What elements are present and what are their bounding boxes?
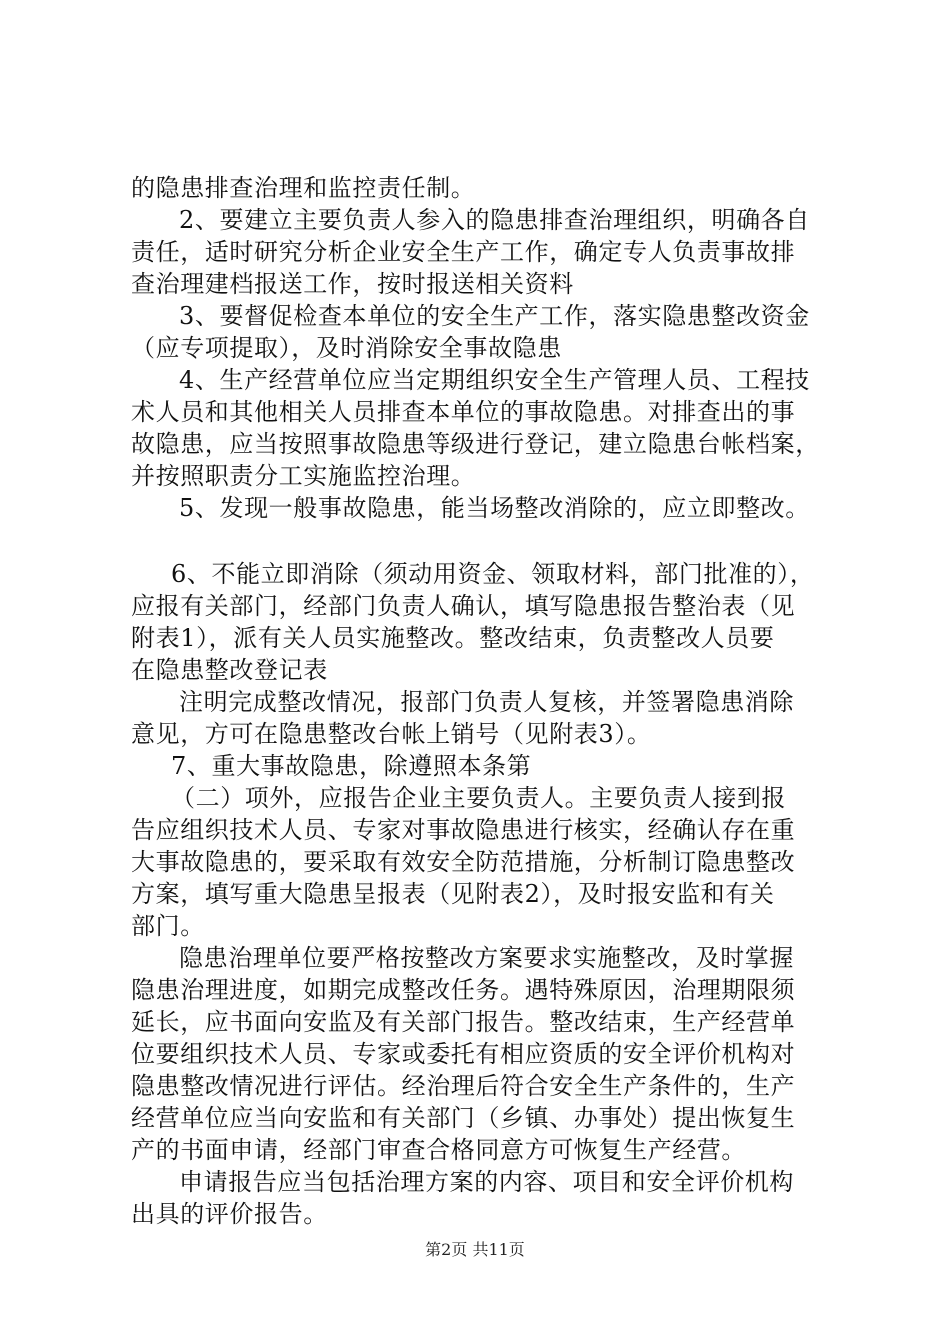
text-line: 申请报告应当包括治理方案的内容、项目和安全评价机构 [179, 1168, 794, 1196]
text-line: 7、重大事故隐患，除遵照本条第 [171, 752, 532, 780]
text-line: 并按照职责分工实施监控治理。 [131, 462, 476, 490]
text-line: 产的书面申请，经部门审查合格同意方可恢复生产经营。 [131, 1136, 746, 1164]
text-line: 部门。 [131, 912, 205, 940]
text-line: 附表1），派有关人员实施整改。整改结束，负责整改人员要 [131, 624, 775, 652]
blank-line [131, 524, 831, 558]
text-line: 的隐患排查治理和监控责任制。 [131, 174, 476, 202]
text-line: 在隐患整改登记表 [131, 656, 328, 684]
text-line: 应报有关部门，经部门负责人确认，填写隐患报告整治表（见 [131, 592, 796, 620]
text-line: 隐患整改情况进行评估。经治理后符合安全生产条件的，生产 [131, 1072, 796, 1100]
document-body [131, 172, 831, 1230]
text-line: 查治理建档报送工作，按时报送相关资料 [131, 270, 574, 298]
text-line: 告应组织技术人员、专家对事故隐患进行核实，经确认存在重 [131, 816, 796, 844]
text-line: 出具的评价报告。 [131, 1200, 328, 1228]
text-line: 4、生产经营单位应当定期组织安全生产管理人员、工程技 [179, 366, 810, 394]
text-line: 3、要督促检查本单位的安全生产工作，落实隐患整改资金 [179, 302, 810, 330]
text-line: 隐患治理进度，如期完成整改任务。遇特殊原因，治理期限须 [131, 976, 796, 1004]
text-line: 延长，应书面向安监及有关部门报告。整改结束，生产经营单 [131, 1008, 796, 1036]
text-line: 6、不能立即消除（须动用资金、领取材料，部门批准的）， [171, 560, 815, 588]
text-line: 术人员和其他相关人员排查本单位的事故隐患。对排查出的事 [131, 398, 796, 426]
text-line: 2、要建立主要负责人参入的隐患排查治理组织，明确各自 [179, 206, 810, 234]
text-line: 责任，适时研究分析企业安全生产工作，确定专人负责事故排 [131, 238, 796, 266]
text-line: （二）项外，应报告企业主要负责人。主要负责人接到报 [171, 784, 786, 812]
text-line: 大事故隐患的，要采取有效安全防范措施，分析制订隐患整改 [131, 848, 796, 876]
text-line: 经营单位应当向安监和有关部门（乡镇、办事处）提出恢复生 [131, 1104, 796, 1132]
text-line: 意见，方可在隐患整改台帐上销号（见附表3）。 [131, 720, 652, 748]
text-line: （应专项提取），及时消除安全事故隐患 [131, 334, 562, 362]
text-line: 注明完成整改情况，报部门负责人复核，并签署隐患消除 [179, 688, 794, 716]
page-number-footer: 第2页 共11页 [425, 1240, 525, 1259]
text-line: 故隐患，应当按照事故隐患等级进行登记，建立隐患台帐档案， [131, 430, 820, 458]
text-line: 5、发现一般事故隐患，能当场整改消除的，应立即整改。 [179, 494, 810, 522]
text-line: 方案，填写重大隐患呈报表（见附表2），及时报安监和有关 [131, 880, 775, 908]
text-line: 隐患治理单位要严格按整改方案要求实施整改，及时掌握 [179, 944, 794, 972]
text-line: 位要组织技术人员、专家或委托有相应资质的安全评价机构对 [131, 1040, 796, 1068]
